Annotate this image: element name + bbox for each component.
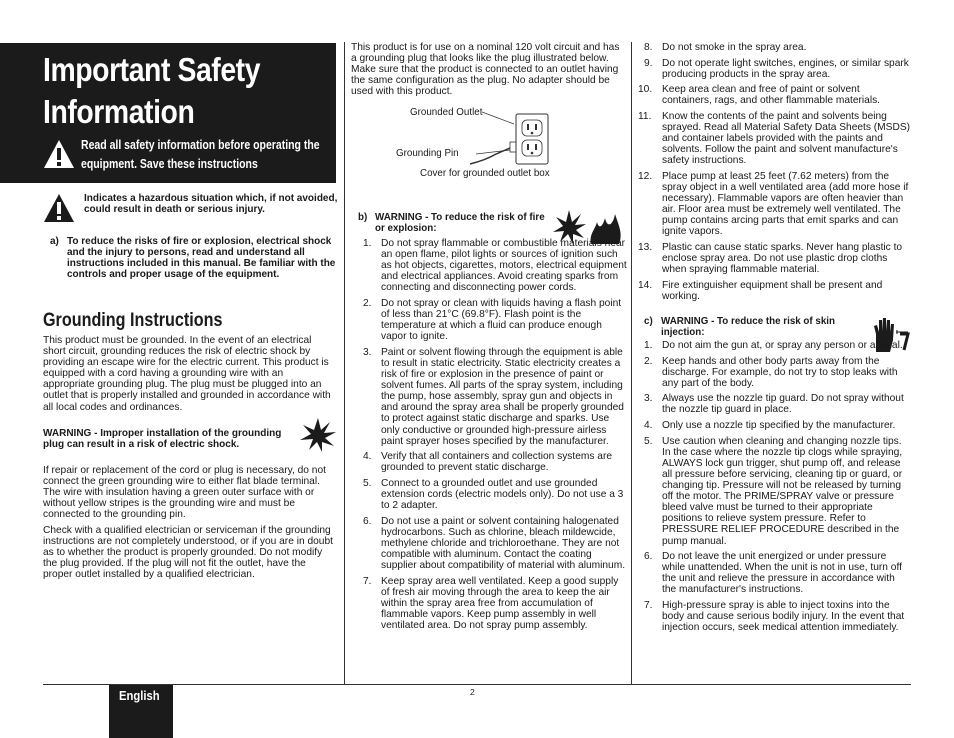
- danger-text: Indicates a hazardous situation which, if not avoided, could result in death or serious injury.: [84, 193, 338, 216]
- list-item: 11. Know the contents of the paint and solvents being sprayed. Read all Material Safety Data Sheets (MSDS) and container labels provided with the paints and solvents. Follow the paint and solvent manufacture's safety instructions.: [638, 110, 911, 167]
- skin-injection-list: [638, 340, 910, 638]
- list-item: 9. Do not operate light switches, engines, or similar spark producing products in the spray area.: [644, 57, 909, 80]
- warning-b: [358, 213, 553, 235]
- voltage-intro: This product is for use on a nominal 120 volt circuit and has a grounding plug that looks like the plug illustrated below. Make sure that the product is connected to an outlet having the same configuration as the plug. No adapter should be used with this product.: [351, 42, 620, 98]
- warning-a: [50, 236, 339, 280]
- list-item: 5. Connect to a grounded outlet and use grounded extension cords (electric models only). Do not use a 3 to 2 adapter.: [363, 477, 624, 512]
- list-item: 2. Do not spray or clean with liquids having a flash point of less than 21°C (69.8°F). Flash point is the temperature at which a fluid can produce enough vapor to ignite.: [363, 297, 622, 343]
- footer-rule: [43, 684, 911, 685]
- list-item: 4. Only use a nozzle tip specified by the manufacturer.: [644, 420, 896, 432]
- fire-warning-list: [357, 238, 627, 636]
- list-item: 1. Do not spray flammable or combustible materials near an open flame, pilot lights or sources of ignition such as hot objects, cigarettes, motors, electrical equipment and electrical appliances. Avoid creating sparks from connecting and disconnecting power cords.: [363, 238, 627, 294]
- list-item: 2. Keep hands and other body parts away from the discharge. For example, do not try to stop leaks with any part of the body.: [644, 355, 898, 389]
- electric-shock-icon: [300, 418, 336, 452]
- list-item: 7. Keep spray area well ventilated. Keep a good supply of fresh air moving through the area to keep the air within the spray area free from accumulation of flammable vapors. Keep pump assembly in well ventilated area. Do not spray pump assembly.: [363, 575, 619, 631]
- list-item: 5. Use caution when cleaning and changing nozzle tips. In the case where the nozzle tip clogs while spraying, ALWAYS lock gun trigger, shut pump off, and release all pressure before servicing, cleaning tip or guard, or changing tip. Pressure will not be released by turning off the motor. The PRIME/SPRAY valve or pressure bleed valve must be turned to their appropriate positions to relieve system pressure. Refer to PRESSURE RELIEF PROCEDURE described in the pump manual.: [644, 435, 903, 547]
- warning-triangle-icon: [43, 139, 75, 169]
- column-divider: [631, 42, 632, 685]
- list-item: 6. Do not use a paint or solvent containing halogenated hydrocarbons. Such as chlorine, bleach mildewcide, methylene chloride and trichloroethane. They are not compatible with aluminum. Contact the coating supplier about compatibility of material with aluminum.: [363, 515, 626, 572]
- grounding-paragraph-2: If repair or replacement of the cord or plug is necessary, do not connect the green grounding wire to either flat blade terminal. The wire with insulation having a green outer surface with or without yellow stripes is the grounding wire and must be connected to the grounding pin.: [43, 465, 326, 521]
- warning-triangle-icon: [43, 193, 75, 223]
- language-tab: [109, 685, 173, 738]
- list-item: 10. Keep area clean and free of paint or solvent containers, rags, and other flammable materials.: [638, 84, 881, 107]
- grounding-paragraph-1: This product must be grounded. In the event of an electrical short circuit, grounding reduces the risk of electric shock by providing an escape wire for the electric current. This product is equipped with a cord having a grounding wire with an appropriate grounding plug. The plug must be plugged into an outlet that is properly installed and grounded in accordance with all local codes and ordinances.: [43, 335, 331, 413]
- warning-c: [644, 317, 864, 339]
- list-item: 3. Always use the nozzle tip guard. Do not spray without the nozzle tip guard in place.: [644, 393, 904, 416]
- list-item: 14. Fire extinguisher equipment shall be present and working.: [638, 279, 883, 302]
- grounded-outlet-diagram: [390, 100, 620, 190]
- warning-a-label: a): [50, 236, 59, 247]
- list-item: 8. Do not smoke in the spray area.: [644, 42, 807, 53]
- list-item: 7. High-pressure spray is able to inject toxins into the body and cause serious bodily injury. In the event that injection occurs, seek medical attention immediately.: [644, 599, 905, 634]
- warning-c-label: c): [644, 316, 653, 327]
- warning-a-text: To reduce the risks of fire or explosion, electrical shock and the injury to persons, read and understand all instructions included in this manual. Be familiar with the controls and proper usage of the equipment.: [67, 236, 336, 280]
- fire-warning-list-continued: [638, 42, 910, 306]
- column-divider: [344, 42, 345, 685]
- warning-b-label: b): [358, 212, 368, 223]
- list-item: 13. Plastic can cause static sparks. Never hang plastic to enclose spray area. Do not use plastic drop cloths when spraying flammable material.: [638, 242, 903, 276]
- warning-b-text: WARNING - To reduce the risk of fire or explosion:: [375, 212, 545, 234]
- list-item: 12. Place pump at least 25 feet (7.62 meters) from the spray object in a well ventilated area (add more hose if necessary). Flammable vapors are often heavier than air. Floor area must be extremely well ventilated. The pump contains arcing parts that emit sparks and can ignite vapors.: [638, 170, 909, 238]
- diagram-label-cover: Cover for grounded outlet box: [420, 168, 550, 179]
- diagram-label-pin: Grounding Pin: [396, 148, 459, 159]
- list-item: 6. Do not leave the unit energized or under pressure while unattended. When the unit is not in use, turn off the unit and relieve the pressure in accordance with the manufacturer's instructions.: [644, 551, 902, 596]
- grounding-warning: WARNING - Improper installation of the grounding plug can result in a risk of electric shock.: [43, 428, 282, 451]
- list-item: 4. Verify that all containers and collection systems are grounded to prevent static discharge.: [363, 451, 613, 474]
- language-label: English: [119, 689, 160, 703]
- diagram-label-outlet: Grounded Outlet: [410, 107, 483, 118]
- list-item: 3. Paint or solvent flowing through the equipment is able to result in static electricity. Static electricity creates a risk of fire or explosion in the presence of paint or solvent fumes. All parts of the spray system, including the pump, hose assembly, spray gun and objects in and around the spray area shall be properly grounded to protect against static discharge and sparks. Use only conductive or grounded high-pressure airless paint sprayer hoses specified by the manufacturer.: [363, 346, 624, 447]
- outlet-plug-icon: [466, 110, 550, 170]
- page-title: Important Safety Information: [43, 51, 261, 130]
- grounding-paragraph-3: Check with a qualified electrician or serviceman if the grounding instructions are not completely understood, or if you are in doubt as to whether the product is properly grounded. Do not modify the plug provided. If the plug will not fit the outlet, have the proper outlet installed by a qualified electrician.: [43, 525, 333, 581]
- list-item: 1. Do not aim the gun at, or spray any person or animal.: [644, 340, 903, 351]
- page-number: 2: [470, 687, 475, 697]
- warning-c-text: WARNING - To reduce the risk of skin injection:: [661, 316, 836, 338]
- hero-subtitle: Read all safety information before operating the equipment. Save these instructions: [81, 138, 320, 171]
- grounding-heading: Grounding Instructions: [43, 310, 223, 331]
- hero-banner: [0, 43, 336, 183]
